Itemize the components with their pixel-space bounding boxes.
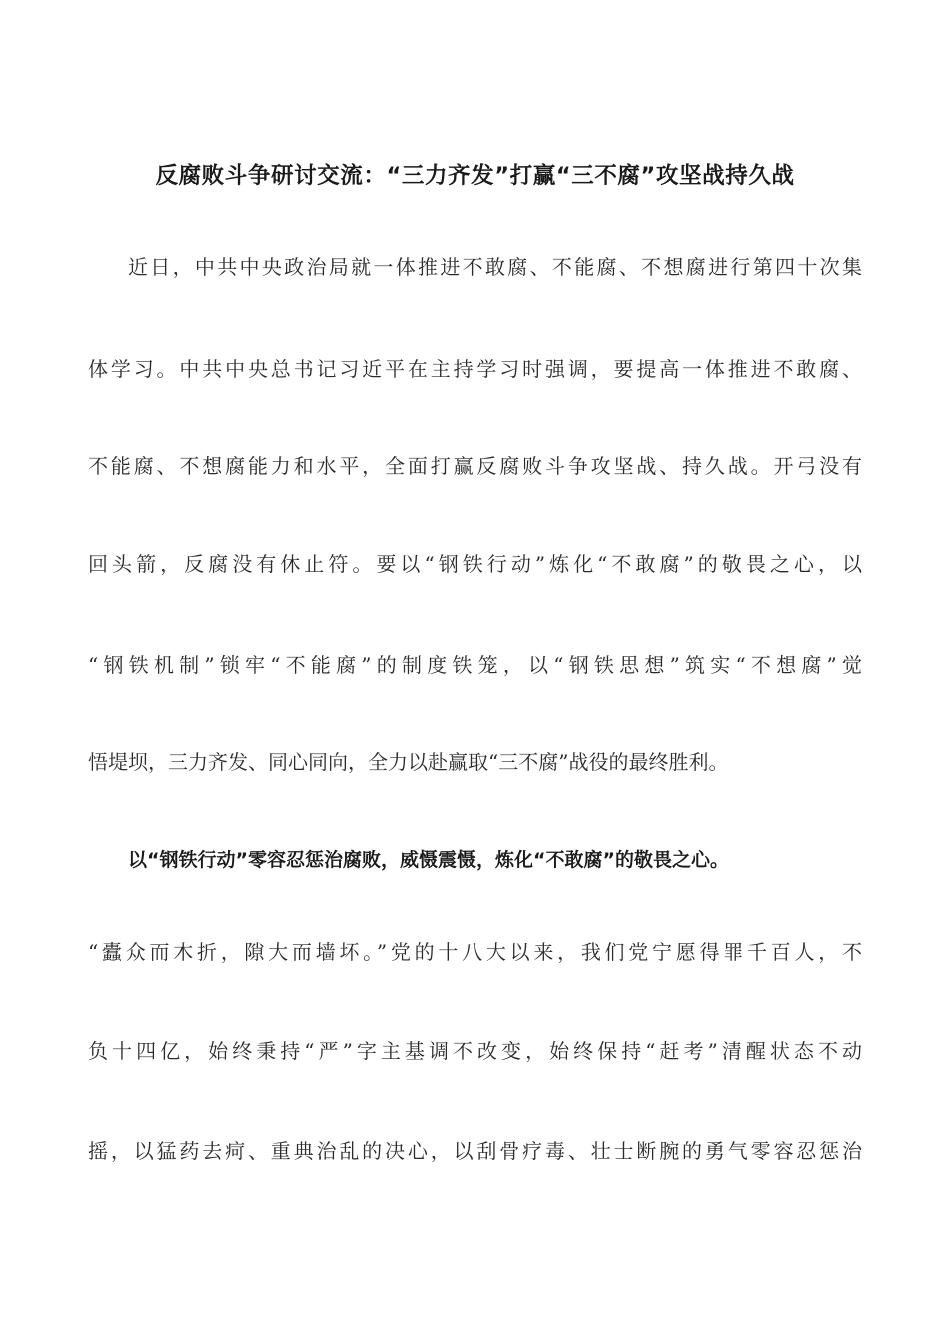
section-heading: 以“钢铁行动”零容忍惩治腐败，威慑震慑，炼化“不敢腐”的敬畏之心。 [128,849,729,871]
paragraph-line: 体学习。中共中央总书记习近平在主持学习时强调，要提高一体推进不敢腐、 [88,357,862,381]
paragraph-line: 摇，以猛药去疴、重典治乱的决心，以刮骨疗毒、壮士断腕的勇气零容忍惩治 [88,1139,862,1163]
paragraph-line: “钢铁机制”锁牢“不能腐”的制度铁笼，以“钢铁思想”筑实“不想腐”觉 [88,653,862,677]
paragraph-line: 悟堤坝，三力齐发、同心同向，全力以赴赢取“三不腐”战役的最终胜利。 [88,750,729,774]
paragraph-line: 负十四亿，始终秉持“严”字主基调不改变，始终保持“赶考”清醒状态不动 [88,1039,862,1063]
paragraph-line: “蠹众而木折，隙大而墙坏。”党的十八大以来，我们党宁愿得罪千百人，不 [88,940,862,964]
paragraph-line: 近日，中共中央政治局就一体推进不敢腐、不能腐、不想腐进行第四十次集 [128,255,862,279]
document-title: 反腐败斗争研讨交流：“三力齐发”打赢“三不腐”攻坚战持久战 [155,163,795,189]
paragraph-line: 不能腐、不想腐能力和水平，全面打赢反腐败斗争攻坚战、持久战。开弓没有 [88,454,862,478]
paragraph-line: 回头箭，反腐没有休止符。要以“钢铁行动”炼化“不敢腐”的敬畏之心，以 [88,552,862,576]
